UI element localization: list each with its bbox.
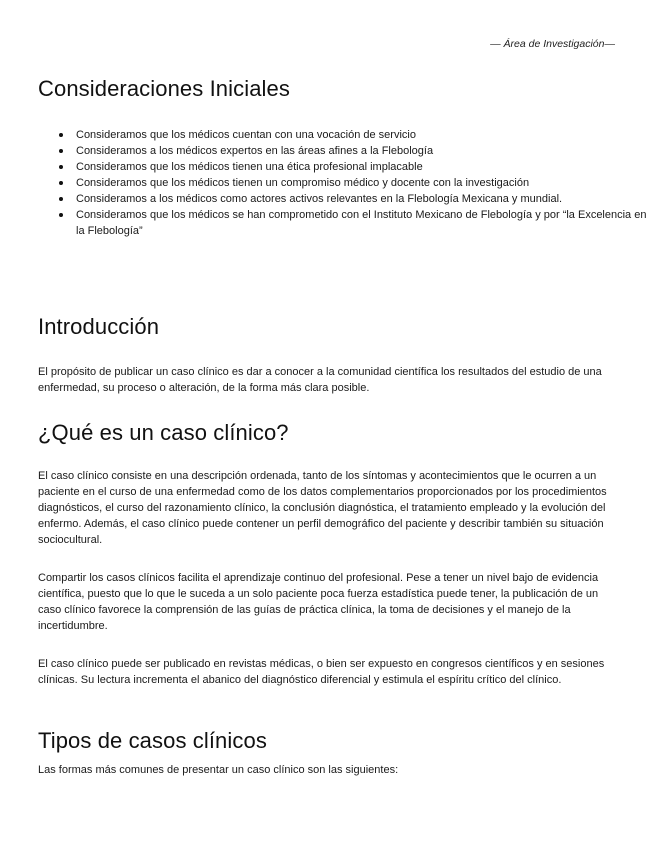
list-item: Consideramos que los médicos cuentan con una vocación de servicio — [76, 127, 655, 143]
que-es-paragraph-3: El caso clínico puede ser publicado en revistas médicas, o bien ser expuesto en congresos científicos y en sesiones clínicas. Su lectura incrementa el abanico del diagnóstico diferencial y estimula el espíritu crítico del clínico. — [38, 658, 605, 686]
introduccion-paragraph: El propósito de publicar un caso clínico es dar a conocer a la comunidad científica los resultados del estudio de una enfermedad, su proceso o alteración, de la forma más clara posible. — [38, 366, 602, 394]
heading-introduccion: Introducción — [38, 314, 160, 339]
que-es-paragraph-1: El caso clínico consiste en una descripción ordenada, tanto de los síntomas y acontecimientos que le ocurren a un paciente en el curso de una enfermedad como de los datos complementarios proporcionados por los procedimientos diagnósticos, el curso del razonamiento clínico, la conclusión diagnóstica, el tratamiento empleado y la evolución del enfermo. Además, el caso clínico puede contener un perfil demográfico del paciente y describir también su situación sociocultural. — [38, 470, 607, 546]
consideraciones-list — [38, 127, 655, 239]
tipos-paragraph: Las formas más comunes de presentar un caso clínico son las siguientes: — [38, 764, 399, 776]
que-es-paragraph-2: Compartir los casos clínicos facilita el aprendizaje continuo del profesional. Pese a tener un nivel bajo de evidencia científica, puesto que lo que le suceda a un solo paciente poca fuerza estadística puede tener, la publicación de un caso clínico favorece la comprensión de las guías de práctica clínica, la toma de decisiones y el manejo de la incertidumbre. — [38, 572, 599, 632]
list-item: Consideramos que los médicos tienen una ética profesional implacable — [76, 159, 655, 175]
list-item: Consideramos a los médicos expertos en las áreas afines a la Flebología — [76, 143, 655, 159]
list-item: Consideramos que los médicos se han comprometido con el Instituto Mexicano de Flebología y por “la Excelencia en la Flebología” — [76, 207, 655, 239]
heading-tipos-casos: Tipos de casos clínicos — [38, 728, 267, 753]
section-header-note: — Área de Investigación— — [490, 38, 615, 50]
list-item: Consideramos a los médicos como actores activos relevantes en la Flebología Mexicana y mundial. — [76, 191, 655, 207]
list-item: Consideramos que los médicos tienen un compromiso médico y docente con la investigación — [76, 175, 655, 191]
heading-que-es-caso-clinico: ¿Qué es un caso clínico? — [38, 420, 289, 445]
heading-consideraciones: Consideraciones Iniciales — [38, 76, 290, 101]
